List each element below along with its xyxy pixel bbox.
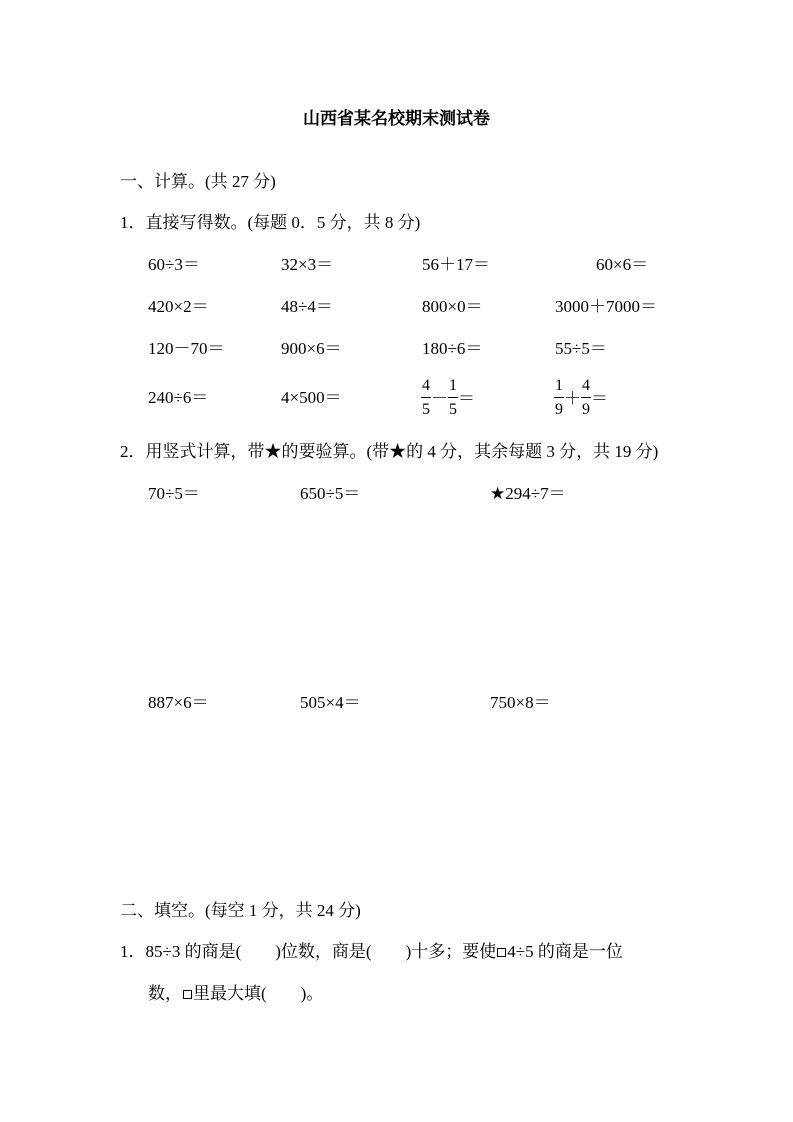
denominator: 9 [582, 401, 590, 418]
fill-blank-question-1-line-2 [148, 985, 323, 1002]
question-text: 里最大填( )。 [193, 984, 324, 1003]
minus-operator: － [431, 388, 448, 408]
problem-55-div-5: 55÷5＝ [555, 339, 607, 358]
problem-900-times-6: 900×6＝ [281, 339, 342, 358]
problem-70-div-5: 70÷5＝ [148, 484, 200, 503]
section-2-heading: 二、填空。(每空 1 分，共 24 分) [120, 901, 361, 920]
section-1-heading: 一、计算。(共 27 分) [120, 172, 276, 191]
equals-sign: ＝ [591, 388, 608, 408]
fraction [448, 378, 458, 418]
problem-505-times-4: 505×4＝ [300, 693, 361, 712]
numerator: 4 [581, 378, 591, 398]
problem-650-div-5: 650÷5＝ [300, 484, 361, 503]
fraction [421, 378, 431, 418]
question-text: 数， [148, 984, 182, 1003]
fraction-addition-problem [554, 378, 608, 418]
problem-294-div-7-starred: ★294÷7＝ [490, 484, 566, 503]
problem-240-div-6: 240÷6＝ [148, 388, 209, 407]
plus-operator: ＋ [564, 388, 581, 408]
question-1-label: 1．直接写得数。(每题 0．5 分，共 8 分) [120, 213, 421, 232]
denominator: 5 [422, 401, 430, 418]
fraction [554, 378, 564, 418]
page-title: 山西省某名校期末测试卷 [303, 109, 490, 128]
problem-120-minus-70: 120－70＝ [148, 339, 225, 358]
problem-48-div-4: 48÷4＝ [281, 297, 333, 316]
problem-32-times-3: 32×3＝ [281, 255, 334, 274]
problem-800-times-0: 800×0＝ [422, 297, 483, 316]
blank-box-icon [183, 990, 192, 999]
problem-887-times-6: 887×6＝ [148, 693, 209, 712]
problem-420-times-2: 420×2＝ [148, 297, 209, 316]
problem-3000-plus-7000: 3000＋7000＝ [555, 297, 657, 316]
question-2-label: 2．用竖式计算，带★的要验算。(带★的 4 分，其余每题 3 分，共 19 分) [120, 442, 659, 461]
numerator: 4 [421, 378, 431, 398]
fraction-subtraction-problem [421, 378, 475, 418]
numerator: 1 [448, 378, 458, 398]
problem-56-plus-17: 56＋17＝ [422, 255, 490, 274]
denominator: 5 [449, 401, 457, 418]
problem-60-div-3: 60÷3＝ [148, 255, 200, 274]
problem-4-times-500: 4×500＝ [281, 388, 342, 407]
blank-box-icon [497, 948, 506, 957]
denominator: 9 [555, 401, 563, 418]
fraction [581, 378, 591, 418]
numerator: 1 [554, 378, 564, 398]
fill-blank-question-1-line-1 [120, 943, 623, 960]
problem-750-times-8: 750×8＝ [490, 693, 551, 712]
problem-60-times-6: 60×6＝ [596, 255, 649, 274]
problem-180-div-6: 180÷6＝ [422, 339, 483, 358]
question-text: 1．85÷3 的商是( )位数，商是( )十多；要使 [120, 942, 497, 961]
question-text: 4÷5 的商是一位 [507, 942, 623, 961]
equals-sign: ＝ [458, 388, 475, 408]
